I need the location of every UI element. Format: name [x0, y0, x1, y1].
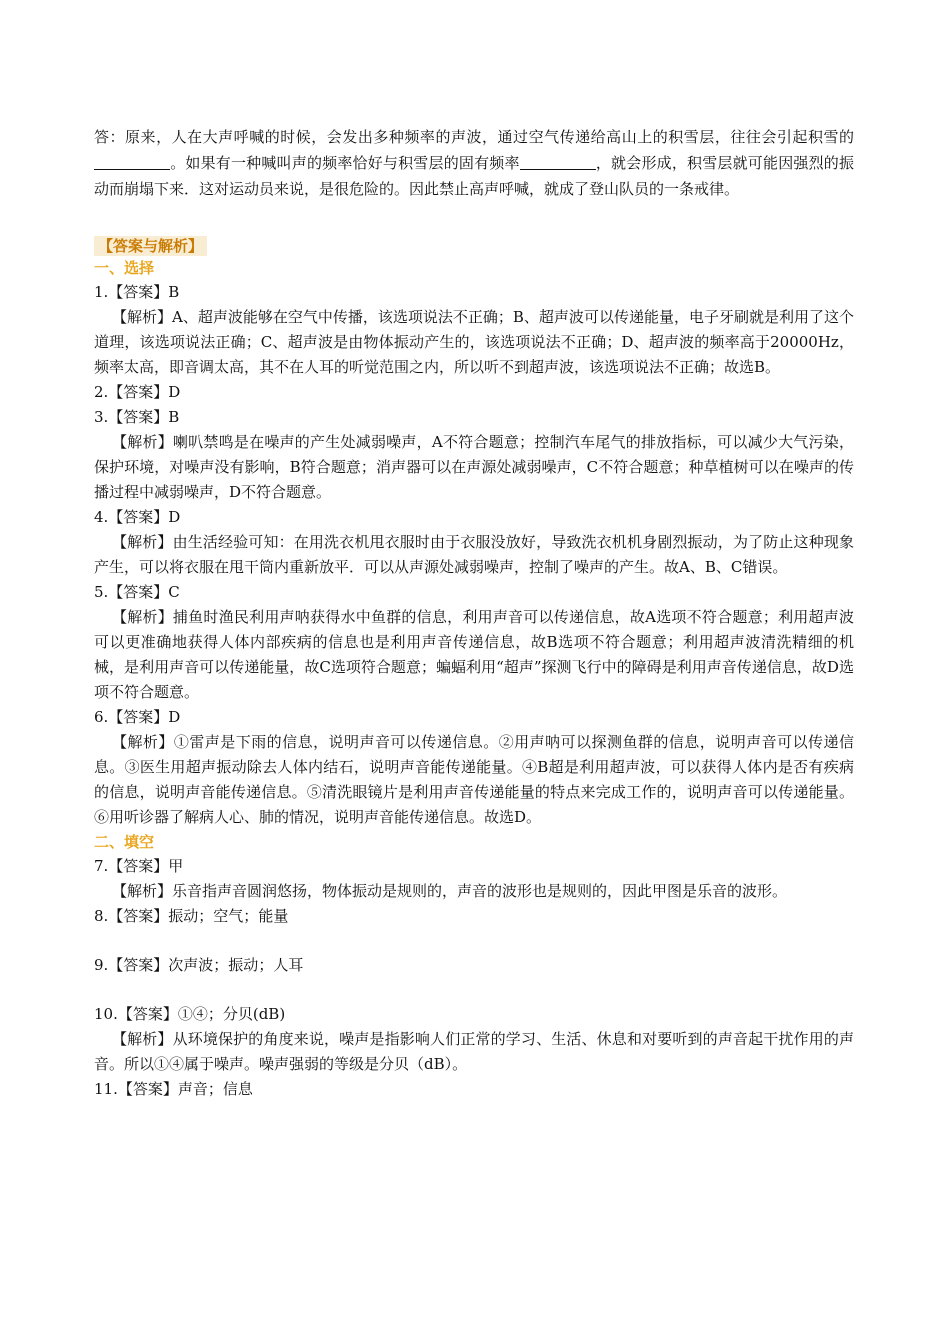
q1-explanation: 【解析】A、超声波能够在空气中传播，该选项说法不正确；B、超声波可以传递能量，电子牙刷就是利用了这个道理，该选项说法正确；C、超声波是由物体振动产生的，该选项说法不正确；D、超声波的频率高于20000Hz，频率太高，即音调太高，其不在人耳的听觉范围之内，所以听不到超声波，该选项说法不正确；故选B。	[94, 308, 854, 376]
page-content	[94, 124, 854, 1102]
intro-text-3: ，就会形成，积雪层就可能因强烈的振动而崩塌下来．这对运动员来说，是很危险的。因此禁止高声呼喊，就成了登山队员的一条戒律。	[94, 154, 854, 198]
spacer	[94, 978, 854, 1002]
q3-answer: 3.【答案】B	[94, 408, 180, 426]
intro-text-2: 。如果有一种喊叫声的频率恰好与积雪层的固有频率	[170, 154, 520, 172]
section-title-choice: 一、选择	[94, 259, 155, 277]
q4-explanation: 【解析】由生活经验可知：在用洗衣机甩衣服时由于衣服没放好，导致洗衣机机身剧烈振动，为了防止这种现象产生，可以将衣服在甩干筒内重新放平．可以从声源处减弱噪声，控制了噪声的产生。故A、B、C错误。	[94, 533, 854, 576]
spacer	[94, 929, 854, 953]
q11-answer: 11.【答案】声音；信息	[94, 1080, 253, 1098]
fill-blank-1	[94, 153, 170, 170]
intro-text-1: 答：原来，人在大声呼喊的时候，会发出多种频率的声波，通过空气传递给高山上的积雪层，往往会引起积雪的	[94, 128, 854, 146]
intro-paragraph	[94, 124, 854, 202]
q5-answer: 5.【答案】C	[94, 583, 180, 601]
q5-explanation: 【解析】捕鱼时渔民利用声呐获得水中鱼群的信息，利用声音可以传递信息，故A选项不符合题意；利用超声波可以更准确地获得人体内部疾病的信息也是利用声音传递信息，故B选项不符合题意；利用超声波清洗精细的机械，是利用声音可以传递能量，故C选项符合题意；蝙蝠利用“超声”探测飞行中的障碍是利用声音传递信息，故D选项不符合题意。	[94, 608, 854, 701]
q4-answer: 4.【答案】D	[94, 508, 181, 526]
q2-answer: 2.【答案】D	[94, 383, 181, 401]
q7-explanation: 【解析】乐音指声音圆润悠扬，物体振动是规则的，声音的波形也是规则的，因此甲图是乐音的波形。	[112, 882, 788, 900]
q10-answer: 10.【答案】①④；分贝(dB)	[94, 1005, 286, 1023]
q9-answer: 9.【答案】次声波；振动；人耳	[94, 956, 304, 974]
q8-answer: 8.【答案】振动；空气；能量	[94, 907, 289, 925]
answer-section-header: 【答案与解析】	[94, 236, 207, 256]
q6-explanation: 【解析】①雷声是下雨的信息，说明声音可以传递信息。②用声呐可以探测鱼群的信息，说明声音可以传递信息。③医生用超声振动除去人体内结石，说明声音能传递能量。④B超是利用超声波，可以获得人体内是否有疾病的信息，说明声音能传递信息。⑤清洗眼镜片是利用声音传递能量的特点来完成工作的，说明声音可以传递能量。⑥用听诊器了解病人心、肺的情况，说明声音能传递信息。故选D。	[94, 733, 854, 826]
q1-answer: 1.【答案】B	[94, 283, 180, 301]
q10-explanation: 【解析】从环境保护的角度来说，噪声是指影响人们正常的学习、生活、休息和对要听到的声音起干扰作用的声音。所以①④属于噪声。噪声强弱的等级是分贝（dB）。	[94, 1030, 854, 1073]
section-title-fill: 二、填空	[94, 833, 155, 851]
q6-answer: 6.【答案】D	[94, 708, 181, 726]
q7-answer: 7.【答案】甲	[94, 857, 184, 875]
q3-explanation: 【解析】喇叭禁鸣是在噪声的产生处减弱噪声，A不符合题意；控制汽车尾气的排放指标，可以减少大气污染，保护环境，对噪声没有影响，B符合题意；消声器可以在声源处减弱噪声，C不符合题意；种草植树可以在噪声的传播过程中减弱噪声，D不符合题意。	[94, 433, 854, 501]
fill-blank-2	[520, 153, 596, 170]
